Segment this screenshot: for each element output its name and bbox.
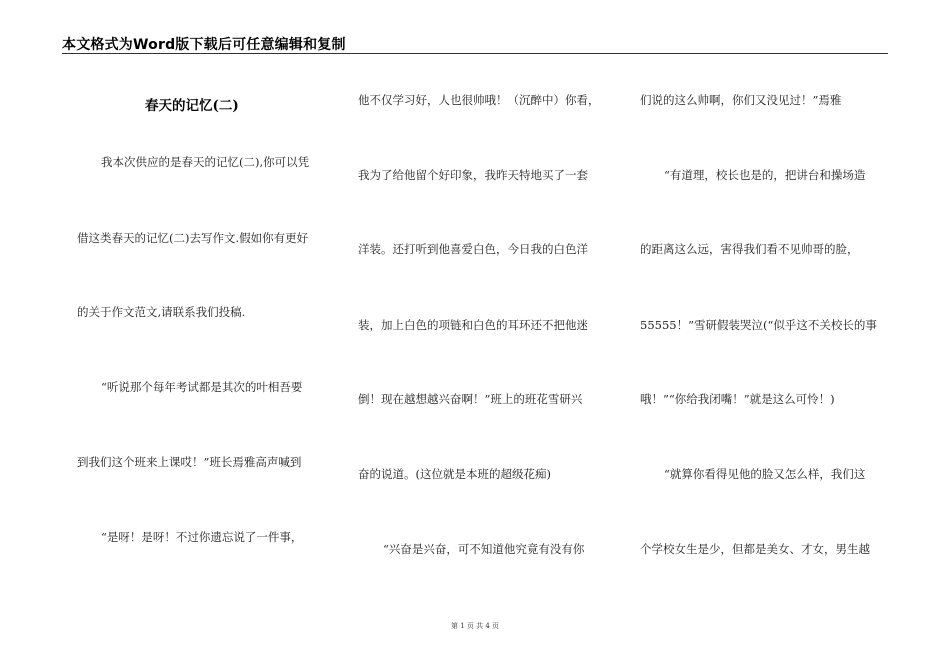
- paragraph-line: 个学校女生是少，但都是美女、才女，男生越: [640, 542, 870, 556]
- article-title: 春天的记忆(二): [145, 98, 239, 114]
- paragraph-line: 我为了给他留个好印象，我昨天特地买了一套: [358, 168, 588, 182]
- paragraph-line: 到我们这个班来上课哎！”班长焉雅高声喊到: [77, 455, 302, 469]
- header-rule: [62, 53, 888, 54]
- paragraph-line: “是呀！是呀！不过你遗忘说了一件事，: [101, 530, 303, 544]
- paragraph-line: 倒！现在越想越兴奋啊！”班上的班花雪研兴: [358, 392, 583, 406]
- page-number: 第 1 页 共 4 页: [450, 622, 500, 630]
- paragraph-line: 们说的这么帅啊，你们又没见过！”焉雅: [640, 93, 842, 107]
- paragraph-line: 装，加上白色的项链和白色的耳环还不把他迷: [358, 318, 588, 332]
- paragraph-line: 的关于作文范文,请联系我们投稿.: [77, 305, 246, 319]
- paragraph-line: 奋的说道。(这位就是本班的超级花痴): [358, 467, 551, 481]
- paragraph-line: “兴奋是兴奋，可不知道他究竟有没有你: [383, 542, 585, 556]
- paragraph-line: 他不仅学习好，人也很帅哦！（沉醉中）你看，: [358, 93, 600, 107]
- paragraph-line: “就算你看得见他的脸又怎么样，我们这: [664, 467, 866, 481]
- paragraph-line: “听说那个每年考试都是其次的叶相吾要: [101, 380, 303, 394]
- paragraph-line: 哦！”“你给我闭嘴！”就是这么可怜！): [640, 392, 835, 406]
- paragraph-line: 的距离这么远，害得我们看不见帅哥的脸，: [640, 242, 859, 256]
- paragraph-line: 55555！”雪研假装哭泣(“似乎这不关校长的事: [640, 318, 877, 332]
- paragraph-line: 我本次供应的是春天的记忆(二),你可以凭: [101, 155, 310, 169]
- paragraph-line: “有道理，校长也是的，把讲台和操场造: [664, 168, 866, 182]
- paragraph-line: 借这类春天的记忆(二)去写作文.假如你有更好: [77, 231, 309, 245]
- document-header: 本文格式为Word版下载后可任意编辑和复制: [62, 37, 346, 53]
- paragraph-line: 洋装。还打听到他喜爱白色，今日我的白色洋: [358, 242, 588, 256]
